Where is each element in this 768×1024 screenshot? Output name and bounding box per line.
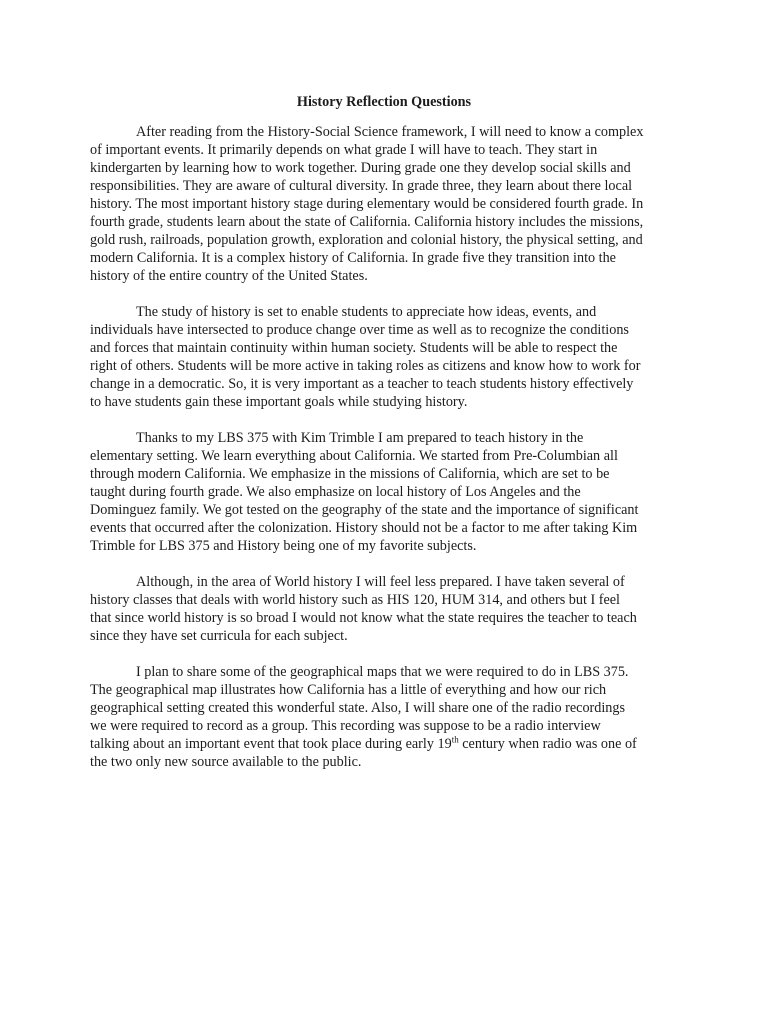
document-title: History Reflection Questions [296,94,472,110]
text-line: The study of history is set to enable students to appreciate how ideas, events, and [136,304,597,320]
text-line: history classes that deals with world history such as HIS 120, HUM 314, and others but I feel [90,592,620,608]
text-line: Thanks to my LBS 375 with Kim Trimble I am prepared to teach history in the [136,430,584,446]
text-line: we were required to record as a group. This recording was suppose to be a radio interview [90,718,601,734]
text-fragment: talking about an important event that took place during early 19 [90,736,452,752]
text-line: modern California. It is a complex history of California. In grade five they transition into the [90,250,616,266]
text-fragment: century when radio was one of [458,736,637,752]
text-line: After reading from the History-Social Science framework, I will need to know a complex [136,124,644,140]
text-line: history of the entire country of the United States. [90,268,368,284]
text-line: kindergarten by learning how to work together. During grade one they develop social skills and [90,160,631,176]
text-line: geographical setting created this wonderful state. Also, I will share one of the radio recordings [90,700,626,716]
text-line: individuals have intersected to produce change over time as well as to recognize the conditions [90,322,629,338]
text-line: The geographical map illustrates how California has a little of everything and how our rich [90,682,607,698]
document-body [90,93,678,789]
text-line-with-superscript [90,735,678,753]
text-line: since they have set curricula for each subject. [90,628,348,644]
text-line: taught during fourth grade. We also emphasize on local history of Los Angeles and the [90,484,581,500]
text-line: history. The most important history stage during elementary would be considered fourth grade. In [90,196,644,212]
paragraph-4 [90,573,678,645]
paragraph-2 [90,303,678,411]
superscript: th [451,734,459,745]
text-line: the two only new source available to the public. [90,754,362,770]
text-line: events that occurred after the colonization. History should not be a factor to me after taking Kim [90,520,638,536]
text-line: through modern California. We emphasize in the missions of California, which are set to be [90,466,610,482]
text-line: I plan to share some of the geographical maps that we were required to do in LBS 375. [136,664,629,680]
paragraph-3 [90,429,678,555]
paragraph-5 [90,663,678,771]
text-line: Dominguez family. We got tested on the geography of the state and the importance of significant [90,502,639,518]
text-line: right of others. Students will be more active in taking roles as citizens and know how to work for [90,358,641,374]
text-line: of important events. It primarily depends on what grade I will have to teach. They start in [90,142,598,158]
text-line: Although, in the area of World history I will feel less prepared. I have taken several of [136,574,625,590]
text-line: Trimble for LBS 375 and History being one of my favorite subjects. [90,538,477,554]
paragraph-1 [90,123,678,285]
text-line: elementary setting. We learn everything about California. We started from Pre-Columbian all [90,448,618,464]
text-line: change in a democratic. So, it is very important as a teacher to teach students history effectively [90,376,634,392]
text-line: to have students gain these important goals while studying history. [90,394,468,410]
text-line: and forces that maintain continuity within human society. Students will be able to respect the [90,340,618,356]
text-line: that since world history is so broad I would not know what the state requires the teacher to teach [90,610,637,626]
text-line: gold rush, railroads, population growth, exploration and colonial history, the physical setting, and [90,232,643,248]
text-line: responsibilities. They are aware of cultural diversity. In grade three, they learn about there local [90,178,633,194]
text-line: fourth grade, students learn about the state of California. California history includes the missions, [90,214,644,230]
